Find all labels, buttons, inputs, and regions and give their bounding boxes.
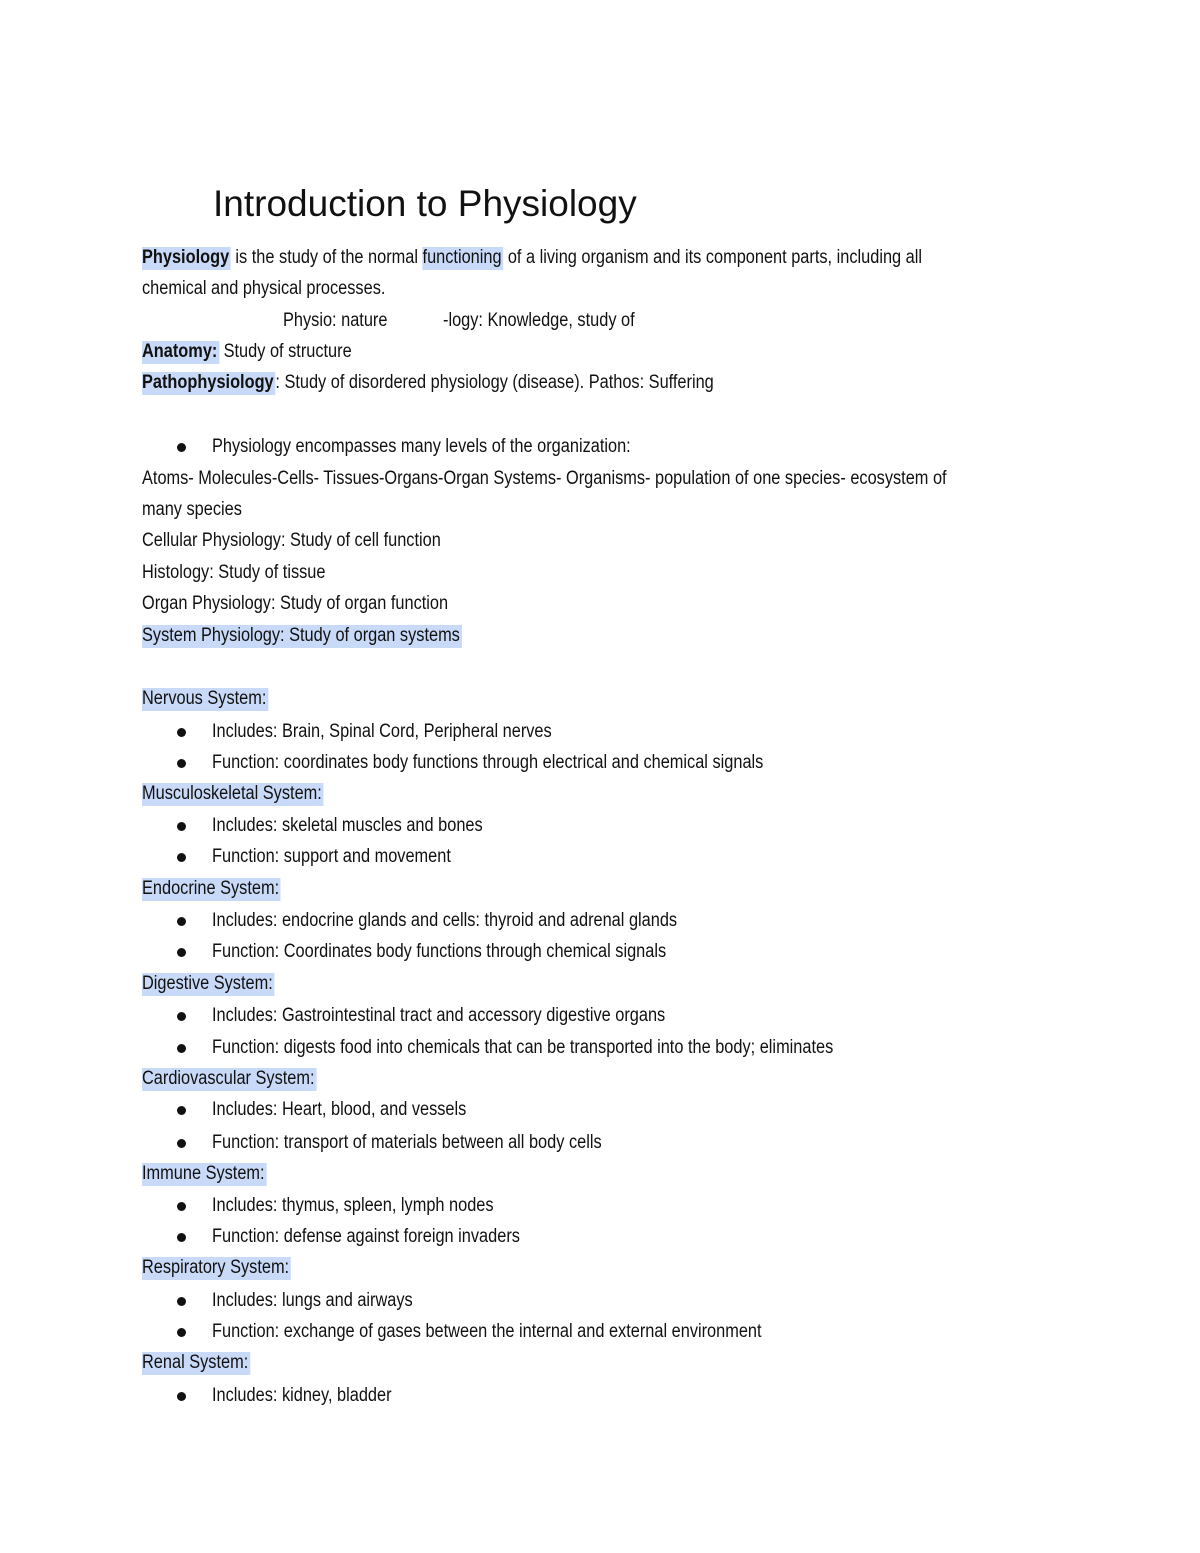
system-heading-text: Immune System: bbox=[142, 1163, 265, 1184]
system-heading-immune bbox=[142, 1161, 266, 1187]
term-physiology: Physiology bbox=[142, 247, 230, 268]
anatomy-text: Study of structure bbox=[219, 341, 352, 362]
etymology-physio: Physio: nature bbox=[283, 310, 388, 331]
system-heading-respiratory bbox=[142, 1255, 291, 1281]
anatomy-line bbox=[142, 339, 352, 365]
histology: Histology: Study of tissue bbox=[142, 562, 326, 583]
system-heading-digestive bbox=[142, 971, 274, 997]
bullet-text: Function: defense against foreign invaders bbox=[212, 1226, 520, 1247]
pathophysiology-line bbox=[142, 370, 714, 396]
bullet-icon bbox=[177, 1012, 186, 1021]
system-heading-text: Renal System: bbox=[142, 1352, 249, 1373]
system-heading-text: Nervous System: bbox=[142, 688, 267, 709]
bullet-text: Includes: Brain, Spinal Cord, Peripheral nerves bbox=[212, 721, 552, 742]
bullet-icon bbox=[177, 1233, 186, 1242]
bullet-icon bbox=[177, 1392, 186, 1401]
system-heading-text: Musculoskeletal System: bbox=[142, 783, 322, 804]
bullet-icon bbox=[177, 1297, 186, 1306]
definition-text-b: of a living organism and its component parts, including all bbox=[503, 247, 923, 268]
bullet-text: Function: exchange of gases between the internal and external environment bbox=[212, 1321, 762, 1342]
system-heading-text: Cardiovascular System: bbox=[142, 1068, 315, 1089]
levels-bullet: Physiology encompasses many levels of the organization: bbox=[212, 436, 631, 457]
bullet-text: Includes: Heart, blood, and vessels bbox=[212, 1099, 467, 1120]
pathophysiology-text: : Study of disordered physiology (disease). Pathos: Suffering bbox=[275, 372, 714, 393]
bullet-icon bbox=[177, 728, 186, 737]
bullet-icon bbox=[177, 948, 186, 957]
levels-chain-line-2: many species bbox=[142, 499, 242, 520]
bullet-icon bbox=[177, 443, 186, 452]
bullet-icon bbox=[177, 822, 186, 831]
system-heading-cardiovascular bbox=[142, 1066, 316, 1092]
bullet-icon bbox=[177, 853, 186, 862]
bullet-text: Function: transport of materials between all body cells bbox=[212, 1132, 602, 1153]
system-heading-nervous bbox=[142, 686, 268, 712]
system-physiology-text: System Physiology: Study of organ systems bbox=[142, 625, 460, 646]
system-heading-text: Respiratory System: bbox=[142, 1257, 290, 1278]
bullet-text: Includes: Gastrointestinal tract and accessory digestive organs bbox=[212, 1005, 666, 1026]
system-heading-renal bbox=[142, 1350, 250, 1376]
bullet-text: Includes: lungs and airways bbox=[212, 1290, 413, 1311]
organ-physiology: Organ Physiology: Study of organ function bbox=[142, 593, 449, 614]
bullet-icon bbox=[177, 1139, 186, 1148]
definition-line-1 bbox=[142, 245, 922, 271]
system-physiology bbox=[142, 623, 462, 649]
levels-chain-line-1: Atoms- Molecules-Cells- Tissues-Organs-Organ Systems- Organisms- population of one species- ecosystem of bbox=[142, 468, 947, 489]
bullet-text: Includes: thymus, spleen, lymph nodes bbox=[212, 1195, 494, 1216]
bullet-icon bbox=[177, 1328, 186, 1337]
system-heading-text: Endocrine System: bbox=[142, 878, 280, 899]
bullet-text: Function: coordinates body functions through electrical and chemical signals bbox=[212, 752, 764, 773]
bullet-text: Includes: skeletal muscles and bones bbox=[212, 815, 483, 836]
system-heading-musculoskeletal bbox=[142, 781, 324, 807]
etymology-logy: -logy: Knowledge, study of bbox=[443, 310, 635, 331]
page-title: Introduction to Physiology bbox=[213, 183, 637, 224]
bullet-text: Function: digests food into chemicals that can be transported into the body; eliminates bbox=[212, 1037, 834, 1058]
system-heading-endocrine bbox=[142, 876, 281, 902]
cellular-physiology: Cellular Physiology: Study of cell function bbox=[142, 530, 441, 551]
bullet-icon bbox=[177, 917, 186, 926]
system-heading-text: Digestive System: bbox=[142, 973, 273, 994]
highlight-functioning: functioning bbox=[422, 247, 502, 268]
bullet-text: Function: support and movement bbox=[212, 846, 451, 867]
term-pathophysiology: Pathophysiology bbox=[142, 372, 274, 393]
bullet-text: Includes: endocrine glands and cells: thyroid and adrenal glands bbox=[212, 910, 678, 931]
bullet-icon bbox=[177, 1106, 186, 1115]
bullet-text: Function: Coordinates body functions through chemical signals bbox=[212, 941, 667, 962]
term-anatomy: Anatomy: bbox=[142, 341, 218, 362]
definition-text-a: is the study of the normal bbox=[230, 247, 423, 268]
bullet-icon bbox=[177, 1044, 186, 1053]
bullet-icon bbox=[177, 1202, 186, 1211]
bullet-icon bbox=[177, 759, 186, 768]
bullet-text: Includes: kidney, bladder bbox=[212, 1385, 392, 1406]
definition-line-2: chemical and physical processes. bbox=[142, 278, 386, 299]
